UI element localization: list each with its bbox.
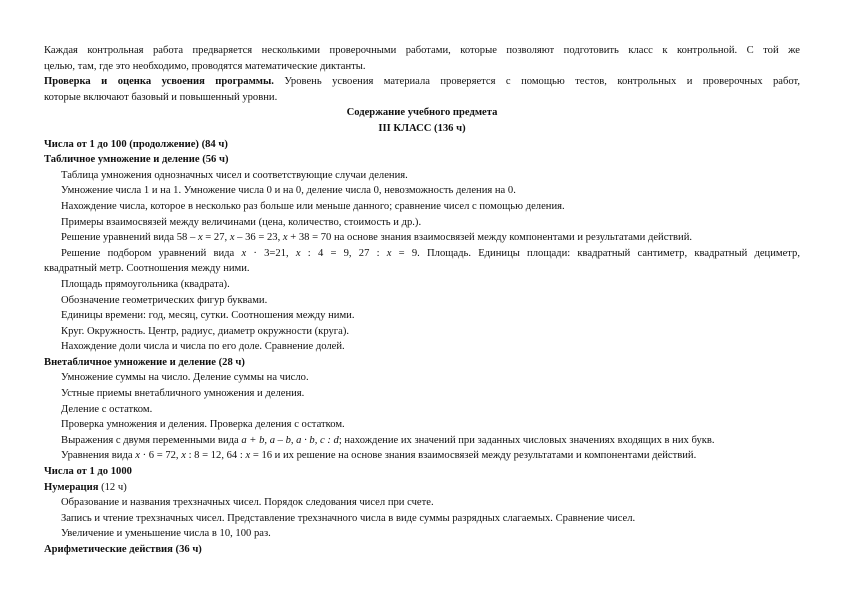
section-table-multiplication: Табличное умножение и деление (56 ч) — [44, 154, 229, 166]
list-item: Умножение числа 1 и на 1. Умножение числа 0 и на 0, деление числа 0, невозможность деления на 0. — [61, 185, 516, 197]
text: Выражения с двумя переменными вида — [61, 434, 242, 446]
text: = 9. Площадь. Единицы площади: квадратный сантиметр, квадратный дециметр, — [391, 247, 800, 259]
text: – 36 = 23, — [234, 232, 283, 244]
text: = 27, — [202, 232, 230, 244]
intro-line-2: целью, там, где это необходимо, проводятся математические диктанты. — [44, 60, 366, 72]
document-page — [44, 43, 800, 558]
variable: x — [135, 450, 140, 462]
numeration-hours: (12 ч) — [98, 481, 127, 493]
list-item: Устные приемы внетабличного умножения и деления. — [61, 388, 305, 400]
list-item: Проверка умножения и деления. Проверка деления с остатком. — [61, 419, 345, 431]
list-item: Примеры взаимосвязей между величинами (цена, количество, стоимость и др.). — [61, 216, 422, 228]
list-item: Обозначение геометрических фигур буквами. — [61, 294, 268, 306]
list-item: Площадь прямоугольника (квадрата). — [61, 278, 230, 290]
equation-line-2-cont: квадратный метр. Соотношения между ними. — [44, 263, 250, 275]
class-label: III КЛАСС (136 ч) — [378, 122, 466, 134]
equation-line-1 — [44, 230, 800, 246]
section-numbers-1-1000: Числа от 1 до 1000 — [44, 466, 132, 478]
text: : 4 = 9, 27 : — [300, 247, 387, 259]
numeration-title: Нумерация — [44, 481, 99, 493]
text: · 3=21, — [246, 247, 296, 259]
list-item: Деление с остатком. — [61, 403, 153, 415]
text: Решение подбором уравнений вида — [61, 247, 242, 259]
assessment-text: Уровень усвоения материала проверяется с помощью тестов, контрольных и проверочных работ, — [273, 76, 800, 88]
expression-line — [44, 433, 800, 449]
text: ; нахождение их значений при заданных числовых значениях входящих в них букв. — [338, 434, 715, 446]
variable: a + b, a – b, a · b, c : d — [241, 434, 339, 446]
variable: x — [229, 232, 235, 244]
list-item: Умножение суммы на число. Деление суммы на число. — [61, 372, 309, 384]
text: = 16 и их решение на основе знания взаимосвязей между результатами и компонентами действий. — [250, 450, 697, 462]
variable: x — [181, 450, 186, 462]
list-item: Увеличение и уменьшение числа в 10, 100 раз. — [61, 528, 271, 540]
text: + 38 = 70 на основе знания взаимосвязей между компонентами и результатами действий. — [287, 232, 693, 244]
list-item: Нахождение числа, которое в несколько раз больше или меньше данного; сравнение чисел с помощью деления. — [61, 200, 565, 212]
variable: x — [282, 232, 288, 244]
assessment-heading: Проверка и оценка усвоения программы. — [44, 76, 274, 88]
text: · 6 = 72, — [139, 450, 182, 462]
intro-line-1: Каждая контрольная работа предваряется несколькими проверочными работами, которые позволяют подготовить класс к контрольной. С той же — [44, 45, 800, 56]
variable: x — [241, 247, 247, 259]
content-title: Содержание учебного предмета — [346, 107, 498, 119]
variable: x — [245, 450, 251, 462]
section-extra-table: Внетабличное умножение и деление (28 ч) — [44, 356, 245, 368]
list-item: Образование и названия трехзначных чисел. Порядок следования чисел при счете. — [61, 497, 434, 509]
text: Уравнения вида — [61, 450, 136, 462]
variable: x — [197, 232, 203, 244]
assessment-paragraph — [44, 74, 800, 90]
section-numbers-1-100: Числа от 1 до 100 (продолжение) (84 ч) — [44, 138, 228, 150]
equation-line-2 — [44, 246, 800, 262]
variable: x — [386, 247, 392, 259]
list-item: Нахождение доли числа и числа по его доле. Сравнение долей. — [61, 341, 345, 353]
list-item: Круг. Окружность. Центр, радиус, диаметр окружности (круга). — [61, 325, 349, 337]
text: Решение уравнений вида 58 – — [61, 232, 198, 244]
section-numeration — [44, 480, 800, 496]
list-item: Запись и чтение трехзначных чисел. Представление трехзначного числа в виде суммы разрядных слагаемых. Сравнение чисел. — [61, 512, 636, 524]
section-arithmetic: Арифметические действия (36 ч) — [44, 544, 202, 555]
text: : 8 = 12, 64 : — [185, 450, 246, 462]
list-item: Единицы времени: год, месяц, сутки. Соотношения между ними. — [61, 310, 355, 322]
equation-line-3 — [44, 448, 800, 464]
list-item: Таблица умножения однозначных чисел и соответствующие случаи деления. — [61, 169, 408, 181]
assessment-line-2: которые включают базовый и повышенный уровни. — [44, 91, 278, 103]
variable: x — [295, 247, 301, 259]
